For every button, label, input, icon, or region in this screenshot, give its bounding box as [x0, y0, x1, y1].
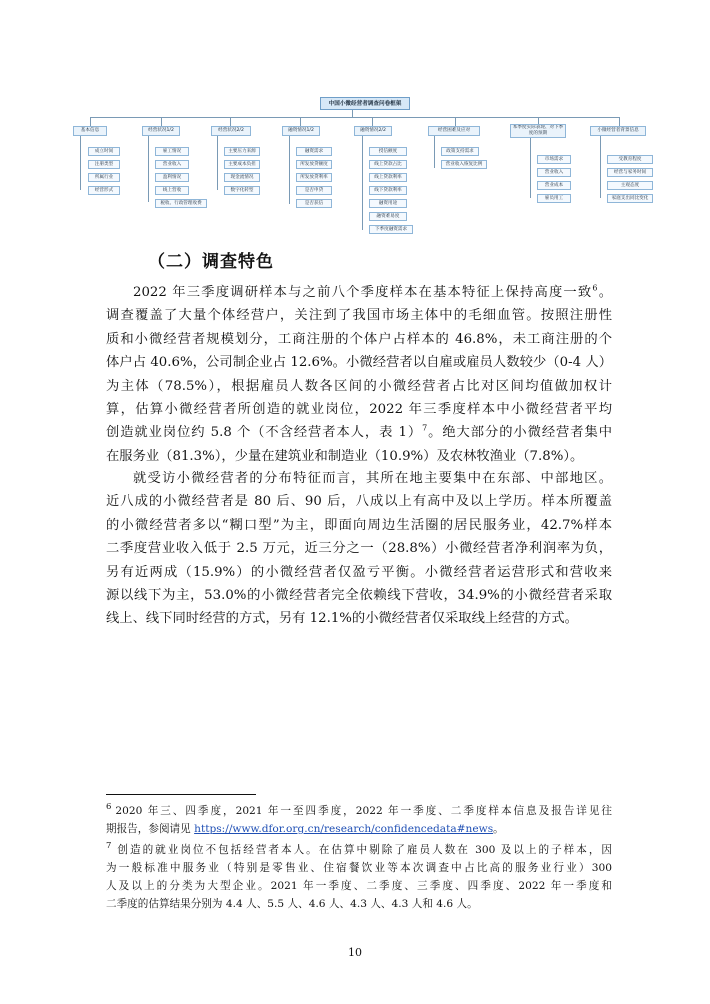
diagram-item: 成立时间 [88, 147, 120, 156]
diagram-item: 雇工情况 [155, 147, 189, 156]
diagram-item: 线上营收 [155, 186, 189, 195]
paragraph-survey-sample [106, 281, 612, 468]
footnote-6 [106, 802, 612, 838]
diagram-category: 融资情况2/2 [354, 126, 392, 136]
diagram-item: 融资用途 [369, 199, 407, 208]
footnote-line: $^6$ 2020 年三、四季度，2021 年一至四季度，2022 年一季度、二季度样本信息及报告详见往 [106, 802, 612, 817]
diagram-item: 税收、行政管理收费 [155, 199, 207, 208]
footnote-line: 期报告，参阅请见 https://www.dfor.org.cn/research/confidencedata#news。 [106, 823, 504, 835]
page-number: 10 [348, 946, 362, 959]
diagram-item: 融资需求 [296, 147, 332, 156]
diagram-category: 经营状况1/2 [142, 126, 180, 136]
diagram-item: 盈利情况 [155, 173, 189, 182]
diagram-item: 营业收入 [155, 160, 189, 169]
text-line: 创造就业岗位约 5.8 个（不含经营者本人，表 1）$^7$。绝大部分的小微经营者集中 [106, 424, 613, 441]
diagram-item: 雇员用工 [537, 194, 571, 203]
diagram-item: 授信额度 [369, 147, 407, 156]
footnote-line: 人及以上的分类为大型企业。2021 年一季度、二季度、三季度、四季度、2022 年一季度和 [106, 880, 612, 892]
footnote-divider [106, 794, 256, 795]
diagram-item: 现金流情况 [224, 173, 260, 182]
diagram-item: 政策支持需求 [441, 147, 479, 156]
text-line: 另有近两成（15.9%）的小微经营者仅盈亏平衡。小微经营者运营形式和营收来 [106, 564, 612, 580]
diagram-item: 所发放贷额度 [296, 160, 332, 169]
diagram-item: 所发放贷利率 [296, 173, 332, 182]
text-line: 二季度营业收入低于 2.5 万元，近三分之一（28.8%）小微经营者净利润率为负， [106, 541, 612, 557]
text-line: 就受访小微经营者的分布特征而言，其所在地主要集中在东部、中部地区。 [133, 471, 612, 486]
text-line: 在服务业（81.3%），少量在建筑业和制造业（10.9%）及农林牧渔业（7.8%）。 [106, 448, 584, 464]
footnote-line: 为一般标准中服务业（特别是零售业、住宿餐饮业等本次调查中占比高的服务业行业）300 [106, 862, 612, 874]
diagram-item: 是否申贷 [296, 186, 332, 195]
diagram-item: 主要成本负担 [224, 160, 260, 169]
text-line: 为主体（78.5%），根据雇员人数各区间的小微经营者占比对区间均值做加权计 [106, 378, 612, 394]
footnote-line: $^7$ 创造的就业岗位不包括经营者本人。在估算中剔除了雇员人数在 300 及以上的子样本，因 [106, 841, 612, 856]
diagram-category: 基本信息 [73, 126, 107, 136]
diagram-item: 营业成本 [537, 181, 571, 190]
diagram-category: 融资情况1/2 [282, 126, 320, 136]
questionnaire-framework-diagram [0, 0, 710, 240]
text-line: 体户占 40.6%，公司制企业占 12.6%。小微经营者以自雇或雇员人数较少（0-4 人） [106, 355, 612, 371]
text-line: 调查覆盖了大量个体经营户，关注到了我国市场主体中的毛细血管。按照注册性 [106, 308, 612, 324]
diagram-item: 融资难易度 [369, 212, 407, 221]
paragraph-distribution [106, 467, 612, 631]
diagram-item: 下季度融资需求 [369, 225, 413, 234]
diagram-item: 主要压力来源 [224, 147, 260, 156]
diagram-item: 营业收入恢复比例 [441, 160, 487, 169]
diagram-item: 线上贷款利率 [369, 173, 407, 182]
diagram-item: 受教育程度 [607, 155, 653, 164]
text-line: 源以线下为主，53.0%的小微经营者完全依赖线下营收，34.9%的小微经营者采取 [106, 588, 612, 604]
diagram-item: 是否获信 [296, 199, 332, 208]
text-line: 的小微经营者多以“糊口型”为主，即面向周边生活圈的居民服务业，42.7%样本 [106, 517, 612, 533]
diagram-item: 线下贷款利率 [369, 186, 407, 195]
text-line: 算，估算小微经营者所创造的就业岗位，2022 年三季度样本中小微经营者平均 [106, 402, 612, 418]
diagram-item: 家庭支出同比变化 [607, 194, 653, 203]
diagram-item: 经营与家务时间 [607, 168, 653, 177]
diagram-item: 市场需求 [537, 155, 571, 164]
diagram-item: 经营形式 [88, 186, 120, 195]
text-line: 质和小微经营者规模划分，工商注册的个体户占样本的 46.8%，未工商注册的个 [106, 331, 612, 347]
diagram-item: 营业收入 [537, 168, 571, 177]
report-link[interactable]: https://www.dfor.org.cn/research/confidencedata#news [194, 823, 494, 835]
footnote-line: 二季度的估算结果分别为 4.4 人、5.5 人、4.6 人、4.3 人、4.3 人和 4.6 人。 [106, 898, 478, 910]
footnote-7 [106, 841, 612, 913]
diagram-category: 小微经营者背景信息 [590, 126, 646, 136]
diagram-category: 本季度实际表现、对下季度的预期 [510, 124, 566, 138]
diagram-category: 经营困难及应对 [428, 126, 480, 136]
diagram-item: 注册类型 [88, 160, 120, 169]
section-title: （二）调查特色 [148, 252, 274, 272]
diagram-item: 数字化转型 [224, 186, 260, 195]
text-line: 2022 年三季度调研样本与之前八个季度样本在基本特征上保持高度一致$^6$。 [133, 283, 612, 300]
text-line: 近八成的小微经营者是 80 后、90 后，八成以上有高中及以上学历。样本所覆盖 [106, 494, 612, 510]
diagram-item: 所属行业 [88, 173, 120, 182]
diagram-item: 主观态度 [607, 181, 653, 190]
text-line: 线上、线下同时经营的方式，另有 12.1%的小微经营者仅采取线上经营的方式。 [106, 611, 578, 627]
diagram-category: 经营状况2/2 [211, 126, 251, 136]
diagram-item: 线上贷款占比 [369, 160, 407, 169]
diagram-root: 中国小微经营者调查问卷框架 [320, 97, 410, 110]
